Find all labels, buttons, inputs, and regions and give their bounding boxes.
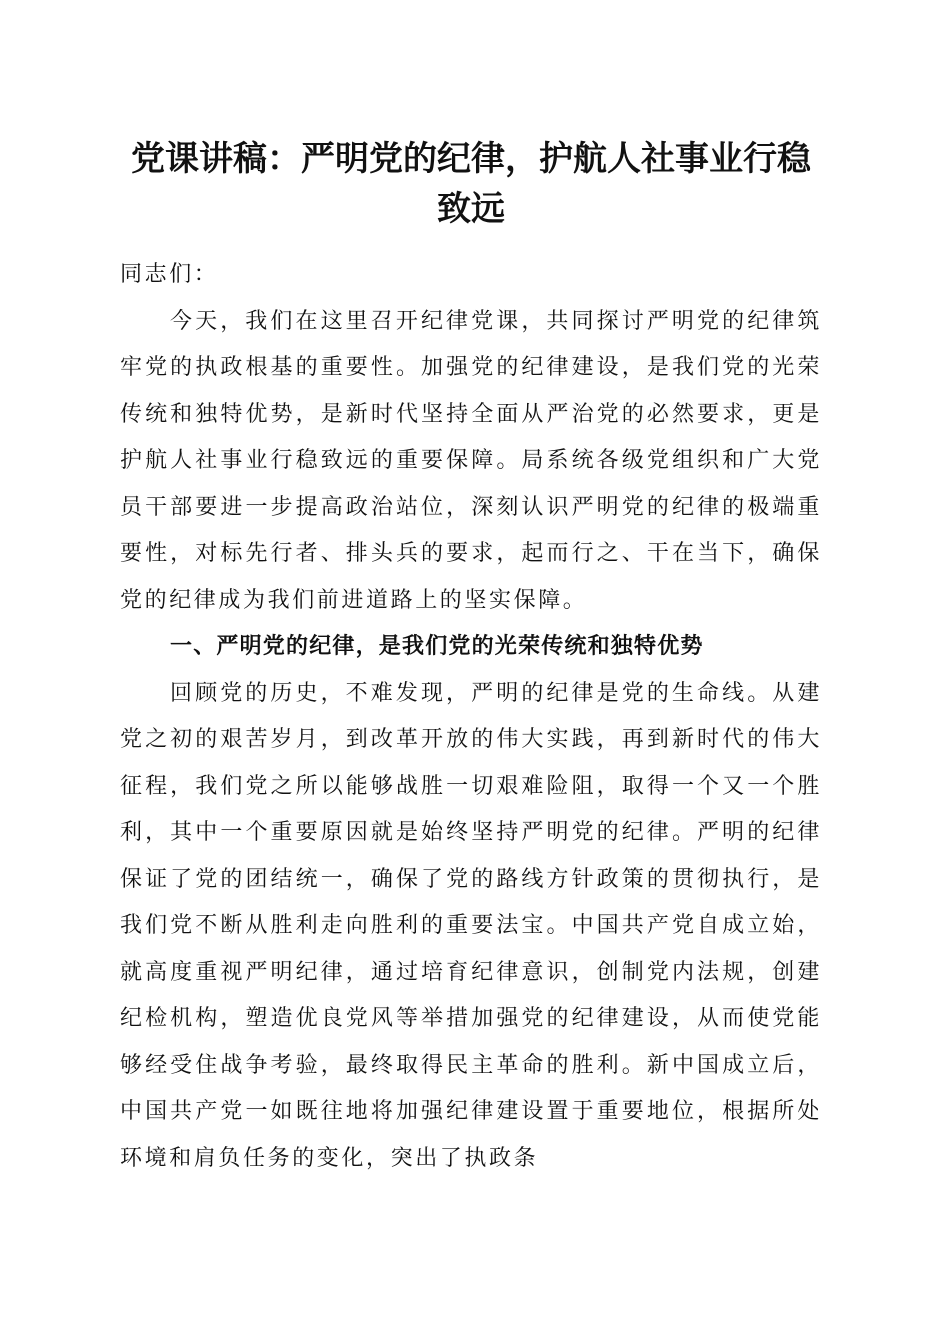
title-line-1: 党课讲稿：严明党的纪律，护航人社事业行稳	[131, 139, 811, 179]
title-line-2: 致远	[437, 189, 505, 229]
salutation: 同志们：	[120, 262, 219, 287]
section-1-heading: 一、严明党的纪律，是我们党的光荣传统和独特优势	[170, 634, 704, 659]
intro-paragraph: 今天，我们在这里召开纪律党课，共同探讨严明党的纪律筑牢党的执政根基的重要性。加强党的纪律建设，是我们党的光荣传统和独特优势，是新时代坚持全面从严治党的必然要求，更是护航人社事业行稳致远的重要保障。局系统各级党组织和广大党员干部要进一步提高政治站位，深刻认识严明党的纪律的极端重要性，对标先行者、排头兵的要求，起而行之、干在当下，确保党的纪律成为我们前进道路上的坚实保障。	[120, 308, 822, 613]
document-title	[120, 134, 822, 234]
section-1-paragraph: 回顾党的历史，不难发现，严明的纪律是党的生命线。从建党之初的艰苦岁月，到改革开放的伟大实践，再到新时代的伟大征程，我们党之所以能够战胜一切艰难险阻，取得一个又一个胜利，其中一个重要原因就是始终坚持严明党的纪律。严明的纪律保证了党的团结统一，确保了党的路线方针政策的贯彻执行，是我们党不断从胜利走向胜利的重要法宝。中国共产党自成立始，就高度重视严明纪律，通过培育纪律意识，创制党内法规，创建纪检机构，塑造优良党风等举措加强党的纪律建设，从而使党能够经受住战争考验，最终取得民主革命的胜利。新中国成立后，中国共产党一如既往地将加强纪律建设置于重要地位，根据所处环境和肩负任务的变化，突出了执政条	[120, 680, 822, 1171]
document-body	[120, 252, 822, 1182]
